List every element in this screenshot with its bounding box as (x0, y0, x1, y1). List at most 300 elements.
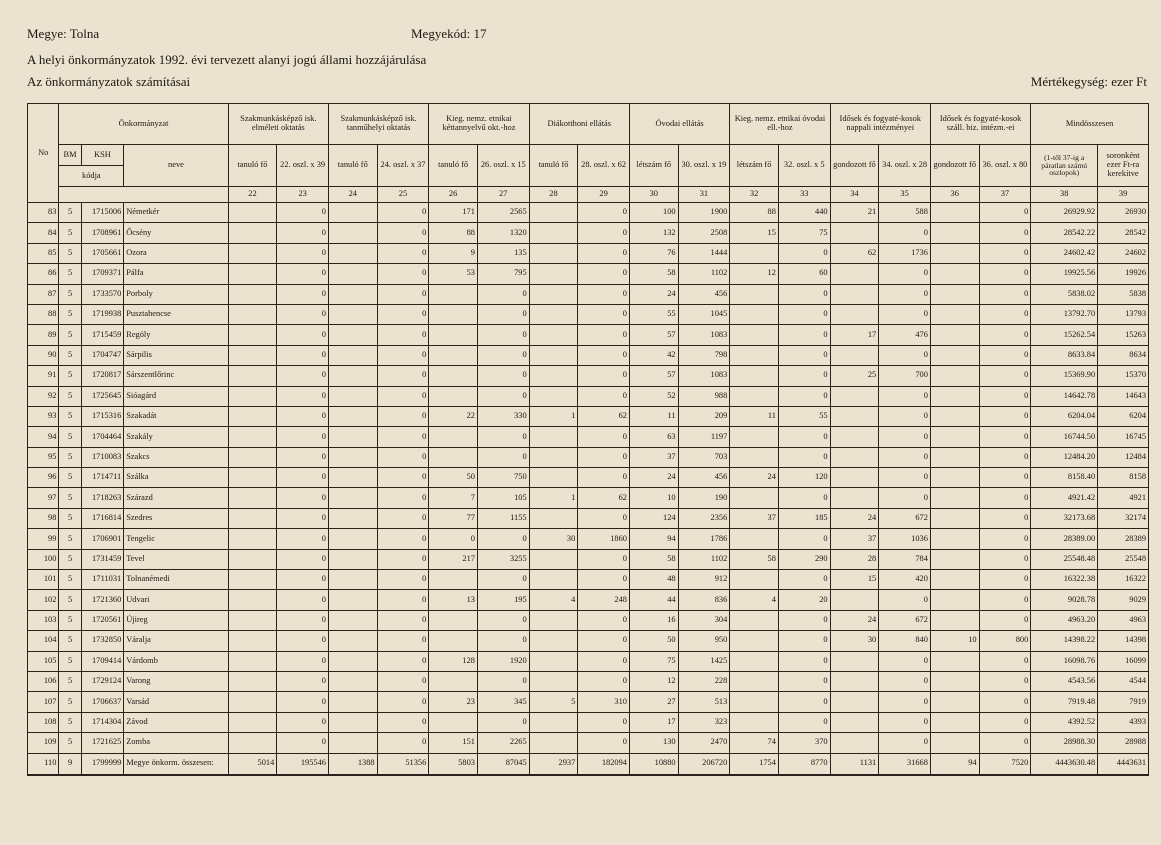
value-cell: 0 (377, 529, 429, 549)
value-cell: 0 (979, 406, 1031, 426)
value-cell: 16322.38 (1031, 570, 1098, 590)
header-no: No (28, 104, 59, 203)
value-cell (830, 692, 879, 712)
table-row (28, 631, 1149, 651)
header-bm: BM (59, 145, 81, 166)
value-cell: 440 (778, 203, 830, 223)
value-cell (429, 325, 478, 345)
value-cell: 0 (979, 325, 1031, 345)
value-cell (930, 692, 979, 712)
value-cell: 88 (730, 203, 779, 223)
value-cell: 120 (778, 468, 830, 488)
bm-code: 5 (59, 447, 81, 467)
value-cell (529, 549, 578, 569)
value-cell (328, 610, 377, 630)
value-cell: 50 (629, 631, 678, 651)
value-cell (830, 447, 879, 467)
ksh-code: 1714304 (81, 712, 124, 732)
value-cell: 7919 (1098, 692, 1149, 712)
value-cell: 87045 (477, 753, 529, 775)
value-cell (529, 631, 578, 651)
value-cell: 7520 (979, 753, 1031, 775)
column-number: 35 (879, 187, 931, 203)
value-cell (930, 386, 979, 406)
value-cell: 513 (678, 692, 730, 712)
value-cell: 21 (830, 203, 879, 223)
value-cell: 0 (879, 304, 931, 324)
value-cell: 0 (979, 549, 1031, 569)
value-cell: 0 (377, 488, 429, 508)
value-cell: 5803 (429, 753, 478, 775)
municipality-name: Pusztahencse (124, 304, 228, 324)
value-cell (529, 345, 578, 365)
value-cell: 1860 (578, 529, 630, 549)
column-number: 37 (979, 187, 1031, 203)
value-cell (228, 284, 277, 304)
value-cell: 15 (830, 570, 879, 590)
ksh-code: 1721360 (81, 590, 124, 610)
municipality-name: Varsád (124, 692, 228, 712)
value-cell: 0 (979, 508, 1031, 528)
value-cell: 0 (578, 651, 630, 671)
value-cell: 0 (377, 223, 429, 243)
header-ksh: KSH (81, 145, 124, 166)
column-number: 24 (328, 187, 377, 203)
value-cell (429, 712, 478, 732)
ksh-code: 1725645 (81, 386, 124, 406)
column-number: 30 (629, 187, 678, 203)
value-cell: 310 (578, 692, 630, 712)
value-cell (328, 304, 377, 324)
value-cell (730, 366, 779, 386)
ksh-code: 1711031 (81, 570, 124, 590)
row-no: 85 (28, 243, 59, 263)
value-cell: 217 (429, 549, 478, 569)
value-cell (529, 325, 578, 345)
value-cell: 52 (629, 386, 678, 406)
bm-code: 5 (59, 651, 81, 671)
value-cell: 1083 (678, 325, 730, 345)
value-cell: 0 (778, 651, 830, 671)
value-cell: 42 (629, 345, 678, 365)
value-cell: 19925.56 (1031, 264, 1098, 284)
value-cell (730, 712, 779, 732)
table-row (28, 712, 1149, 732)
bm-code: 9 (59, 753, 81, 775)
value-cell: 0 (979, 712, 1031, 732)
value-cell (328, 529, 377, 549)
value-cell: 0 (879, 651, 931, 671)
table-row (28, 345, 1149, 365)
value-cell: 0 (377, 386, 429, 406)
value-cell (228, 590, 277, 610)
header-sub: gondozott fő (830, 145, 879, 187)
value-cell: 1900 (678, 203, 730, 223)
value-cell (930, 366, 979, 386)
value-cell: 51356 (377, 753, 429, 775)
value-cell (730, 488, 779, 508)
column-number: 34 (830, 187, 879, 203)
value-cell: 0 (477, 386, 529, 406)
value-cell: 4921.42 (1031, 488, 1098, 508)
value-cell: 0 (979, 590, 1031, 610)
value-cell: 0 (477, 284, 529, 304)
value-cell (228, 692, 277, 712)
value-cell: 0 (277, 570, 329, 590)
column-number: 26 (429, 187, 478, 203)
value-cell: 0 (578, 386, 630, 406)
value-cell: 0 (778, 325, 830, 345)
value-cell: 0 (979, 529, 1031, 549)
municipality-name: Megye önkorm. összesen: (124, 753, 228, 775)
value-cell: 9029 (1098, 590, 1149, 610)
value-cell: 0 (879, 468, 931, 488)
ksh-code: 1709371 (81, 264, 124, 284)
row-no: 83 (28, 203, 59, 223)
value-cell (930, 712, 979, 732)
value-cell: 88 (429, 223, 478, 243)
table-row (28, 264, 1149, 284)
header-group: Idősek és fogyaté-kosok száll. biz. intézm.-ei (930, 104, 1030, 145)
value-cell: 0 (578, 325, 630, 345)
value-cell (730, 345, 779, 365)
ksh-code: 1720817 (81, 366, 124, 386)
header-neve: neve (124, 145, 228, 187)
header-group: Idősek és fogyaté-kosok nappali intézményei (830, 104, 930, 145)
header-sub: tanuló fő (529, 145, 578, 187)
ksh-code: 1715006 (81, 203, 124, 223)
value-cell: 0 (377, 345, 429, 365)
value-cell (328, 692, 377, 712)
value-cell: 14643 (1098, 386, 1149, 406)
municipality-name: Szakadát (124, 406, 228, 426)
value-cell: 0 (979, 570, 1031, 590)
municipality-name: Váralja (124, 631, 228, 651)
value-cell: 0 (277, 447, 329, 467)
value-cell: 0 (277, 549, 329, 569)
value-cell: 0 (578, 671, 630, 691)
value-cell: 0 (477, 610, 529, 630)
ksh-code: 1716814 (81, 508, 124, 528)
value-cell: 1045 (678, 304, 730, 324)
value-cell: 420 (879, 570, 931, 590)
value-cell (328, 468, 377, 488)
value-cell: 75 (629, 651, 678, 671)
value-cell: 0 (277, 427, 329, 447)
value-cell (930, 243, 979, 263)
municipality-name: Regöly (124, 325, 228, 345)
value-cell (328, 243, 377, 263)
value-cell (228, 631, 277, 651)
header-sub: 34. oszl. x 28 (879, 145, 931, 187)
value-cell: 28542.22 (1031, 223, 1098, 243)
table-row (28, 427, 1149, 447)
value-cell: 15370 (1098, 366, 1149, 386)
value-cell: 750 (477, 468, 529, 488)
value-cell: 330 (477, 406, 529, 426)
header-sub: 36. oszl. x 80 (979, 145, 1031, 187)
header-group: Diákotthoni ellátás (529, 104, 629, 145)
bm-code: 5 (59, 223, 81, 243)
table-row (28, 447, 1149, 467)
header-group: Szakmunkásképző isk. tanműhelyi oktatás (328, 104, 428, 145)
value-cell: 13793 (1098, 304, 1149, 324)
row-no: 97 (28, 488, 59, 508)
value-cell: 0 (277, 325, 329, 345)
ksh-code: 1731459 (81, 549, 124, 569)
value-cell (730, 243, 779, 263)
value-cell (328, 733, 377, 753)
value-cell: 0 (377, 406, 429, 426)
ksh-code: 1720561 (81, 610, 124, 630)
value-cell (830, 304, 879, 324)
value-cell: 0 (277, 488, 329, 508)
value-cell: 0 (277, 243, 329, 263)
municipality-name: Őcsény (124, 223, 228, 243)
value-cell: 0 (578, 610, 630, 630)
value-cell (529, 610, 578, 630)
value-cell: 248 (578, 590, 630, 610)
value-cell: 23 (429, 692, 478, 712)
value-cell: 0 (979, 733, 1031, 753)
value-cell (228, 651, 277, 671)
municipality-name: Pálfa (124, 264, 228, 284)
value-cell: 0 (277, 692, 329, 712)
value-cell: 128 (429, 651, 478, 671)
value-cell: 55 (778, 406, 830, 426)
row-no: 104 (28, 631, 59, 651)
value-cell: 0 (277, 529, 329, 549)
value-cell: 840 (879, 631, 931, 651)
header-blank (59, 187, 228, 203)
value-cell: 4921 (1098, 488, 1149, 508)
value-cell (328, 447, 377, 467)
value-cell: 1102 (678, 549, 730, 569)
value-cell (830, 406, 879, 426)
value-cell (730, 692, 779, 712)
value-cell: 4 (529, 590, 578, 610)
header-sub: 32. oszl. x 5 (778, 145, 830, 187)
value-cell: 0 (578, 223, 630, 243)
value-cell: 0 (277, 468, 329, 488)
value-cell: 0 (578, 468, 630, 488)
value-cell: 0 (377, 366, 429, 386)
value-cell: 44 (629, 590, 678, 610)
value-cell (328, 570, 377, 590)
value-cell: 1 (529, 488, 578, 508)
bm-code: 5 (59, 366, 81, 386)
value-cell (830, 468, 879, 488)
value-cell: 0 (979, 651, 1031, 671)
value-cell: 16099 (1098, 651, 1149, 671)
value-cell: 0 (477, 712, 529, 732)
ksh-code: 1715316 (81, 406, 124, 426)
value-cell: 0 (477, 304, 529, 324)
value-cell (228, 671, 277, 691)
value-cell: 5838 (1098, 284, 1149, 304)
value-cell: 304 (678, 610, 730, 630)
value-cell: 0 (277, 304, 329, 324)
value-cell: 37 (629, 447, 678, 467)
value-cell: 30 (830, 631, 879, 651)
value-cell: 15262.54 (1031, 325, 1098, 345)
value-cell: 672 (879, 508, 931, 528)
bm-code: 5 (59, 508, 81, 528)
value-cell: 1388 (328, 753, 377, 775)
value-cell: 32173.68 (1031, 508, 1098, 528)
value-cell: 27 (629, 692, 678, 712)
column-number: 25 (377, 187, 429, 203)
value-cell: 2470 (678, 733, 730, 753)
value-cell: 1754 (730, 753, 779, 775)
value-cell: 0 (477, 325, 529, 345)
value-cell: 0 (578, 733, 630, 753)
header-group: Óvodai ellátás (629, 104, 729, 145)
header-onkormanyzat: Önkormányzat (59, 104, 228, 145)
bm-code: 5 (59, 631, 81, 651)
value-cell: 798 (678, 345, 730, 365)
value-cell (529, 386, 578, 406)
allocation-table (27, 103, 1149, 776)
value-cell (529, 284, 578, 304)
value-cell (730, 651, 779, 671)
value-cell: 135 (477, 243, 529, 263)
value-cell: 2356 (678, 508, 730, 528)
bm-code: 5 (59, 488, 81, 508)
value-cell: 0 (979, 243, 1031, 263)
value-cell: 476 (879, 325, 931, 345)
value-cell (730, 631, 779, 651)
bm-code: 5 (59, 671, 81, 691)
value-cell: 5 (529, 692, 578, 712)
value-cell: 345 (477, 692, 529, 712)
value-cell: 37 (730, 508, 779, 528)
value-cell (830, 427, 879, 447)
value-cell: 0 (879, 590, 931, 610)
value-cell (930, 325, 979, 345)
bm-code: 5 (59, 243, 81, 263)
value-cell (328, 284, 377, 304)
ksh-code: 1708961 (81, 223, 124, 243)
value-cell: 0 (277, 671, 329, 691)
value-cell (328, 406, 377, 426)
value-cell: 0 (477, 447, 529, 467)
row-no: 88 (28, 304, 59, 324)
value-cell: 988 (678, 386, 730, 406)
value-cell (228, 447, 277, 467)
value-cell (730, 284, 779, 304)
value-cell (429, 671, 478, 691)
value-cell: 700 (879, 366, 931, 386)
value-cell: 94 (930, 753, 979, 775)
value-cell (529, 671, 578, 691)
value-cell: 28 (830, 549, 879, 569)
value-cell: 0 (979, 366, 1031, 386)
value-cell: 55 (629, 304, 678, 324)
row-no: 96 (28, 468, 59, 488)
value-cell: 10 (629, 488, 678, 508)
value-cell: 0 (578, 366, 630, 386)
value-cell: 0 (377, 733, 429, 753)
value-cell (228, 549, 277, 569)
value-cell: 58 (730, 549, 779, 569)
value-cell: 7 (429, 488, 478, 508)
header-sub: létszám fő (629, 145, 678, 187)
value-cell: 0 (979, 610, 1031, 630)
value-cell: 0 (377, 712, 429, 732)
value-cell (328, 671, 377, 691)
ksh-code: 1709414 (81, 651, 124, 671)
value-cell: 0 (879, 345, 931, 365)
value-cell (228, 610, 277, 630)
row-no: 87 (28, 284, 59, 304)
value-cell (328, 549, 377, 569)
column-number: 22 (228, 187, 277, 203)
value-cell: 30 (529, 529, 578, 549)
county-code-label: Megyekód: 17 (411, 26, 487, 41)
value-cell: 53 (429, 264, 478, 284)
value-cell: 0 (377, 610, 429, 630)
value-cell: 19926 (1098, 264, 1149, 284)
value-cell: 950 (678, 631, 730, 651)
value-cell: 0 (879, 488, 931, 508)
value-cell: 8770 (778, 753, 830, 775)
value-cell: 0 (879, 712, 931, 732)
value-cell: 28988.30 (1031, 733, 1098, 753)
value-cell: 0 (979, 203, 1031, 223)
value-cell (830, 590, 879, 610)
value-cell: 0 (377, 671, 429, 691)
value-cell: 3255 (477, 549, 529, 569)
row-no: 107 (28, 692, 59, 712)
municipality-name: Németkér (124, 203, 228, 223)
value-cell (830, 671, 879, 691)
value-cell (228, 366, 277, 386)
table-row (28, 223, 1149, 243)
value-cell: 456 (678, 284, 730, 304)
column-number: 27 (477, 187, 529, 203)
value-cell: 1444 (678, 243, 730, 263)
value-cell: 0 (778, 671, 830, 691)
value-cell: 75 (778, 223, 830, 243)
column-number: 36 (930, 187, 979, 203)
value-cell: 795 (477, 264, 529, 284)
value-cell (228, 386, 277, 406)
value-cell: 0 (979, 386, 1031, 406)
value-cell (429, 345, 478, 365)
value-cell: 0 (377, 427, 429, 447)
value-cell: 8633.84 (1031, 345, 1098, 365)
value-cell: 0 (377, 570, 429, 590)
value-cell: 0 (578, 203, 630, 223)
header-sub: 28. oszl. x 62 (578, 145, 630, 187)
value-cell: 0 (879, 264, 931, 284)
value-cell: 0 (277, 366, 329, 386)
value-cell: 0 (277, 651, 329, 671)
value-cell (529, 733, 578, 753)
value-cell: 0 (578, 570, 630, 590)
table-row (28, 284, 1149, 304)
value-cell: 182094 (578, 753, 630, 775)
value-cell: 28389.00 (1031, 529, 1098, 549)
value-cell: 10 (930, 631, 979, 651)
value-cell: 0 (277, 264, 329, 284)
bm-code: 5 (59, 590, 81, 610)
value-cell: 12 (730, 264, 779, 284)
bm-code: 5 (59, 529, 81, 549)
value-cell: 13792.70 (1031, 304, 1098, 324)
value-cell: 0 (778, 712, 830, 732)
